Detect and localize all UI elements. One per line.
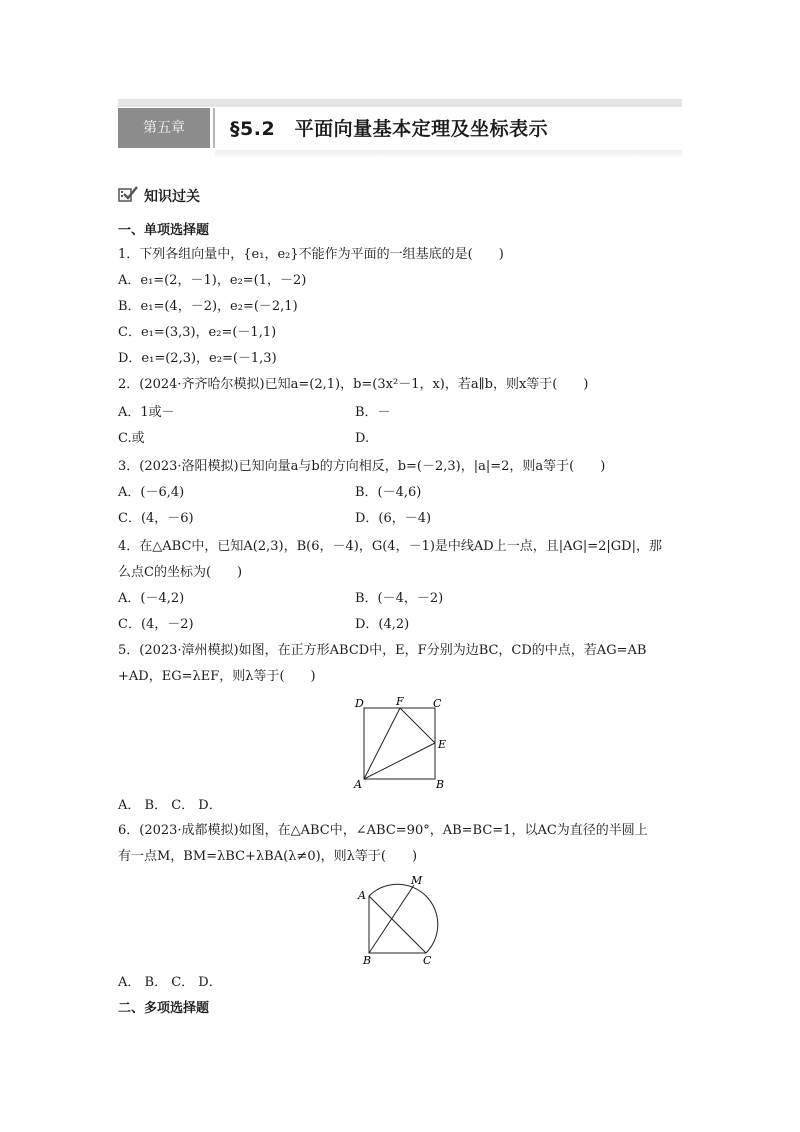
q4-option-b: B．(－4，－2)	[355, 591, 444, 606]
fig6-label-c: C	[423, 954, 432, 966]
q2-option-c: C.或	[118, 431, 145, 446]
q1-option-b: B．e₁=(4，－2)，e₂=(－2,1)	[118, 299, 298, 314]
q4-option-d: D．(4,2)	[355, 617, 410, 632]
q3-option-d: D．(6，－4)	[355, 511, 432, 526]
fig6-label-a: A	[358, 889, 366, 902]
q3-stem: 3．(2023·洛阳模拟)已知向量a与b的方向相反，b=(－2,3)，|a|=2，则a等于( )	[118, 459, 606, 474]
q2-option-b: B．－	[355, 405, 391, 420]
fig6-label-b: B	[363, 954, 372, 966]
q2-option-d: D.	[355, 431, 370, 446]
q1-option-c: C．e₁=(3,3)，e₂=(－1,1)	[118, 325, 277, 340]
q6-stem-line2: 有一点M，BM=λBC+λBA(λ≠0)，则λ等于( )	[118, 849, 418, 864]
q6-options: A． B． C． D．	[118, 975, 222, 990]
q4-stem-line2: 么点C的坐标为( )	[118, 565, 243, 580]
fig5-label-e: E	[438, 738, 447, 751]
section-multi-choice: 二、多项选择题	[118, 1001, 210, 1016]
fig5-label-d: D	[355, 697, 364, 710]
checklist-icon	[118, 186, 138, 206]
q1-option-d: D．e₁=(2,3)，e₂=(－1,3)	[118, 351, 277, 366]
chapter-label: 第五章	[118, 108, 210, 148]
header-separator	[213, 108, 215, 148]
knowledge-label: 知识过关	[144, 189, 200, 205]
q4-option-c: C．(4，－2)	[118, 617, 194, 632]
q5-stem-line2: +AD，EG=λEF，则λ等于( )	[118, 669, 316, 684]
q4-stem-line1: 4．在△ABC中，已知A(2,3)，B(6，－4)，G(4，－1)是中线AD上一点，且|AG|=2|GD|，那	[118, 539, 662, 554]
fig6-label-m: M	[411, 874, 423, 887]
q3-option-a: A．(－6,4)	[118, 485, 185, 500]
q5-options: A． B． C． D．	[118, 798, 222, 813]
fig5-label-b: B	[436, 778, 445, 791]
q5-stem-line1: 5．(2023·漳州模拟)如图，在正方形ABCD中，E，F分别为边BC，CD的中点，若AG=AB	[118, 643, 647, 658]
q3-option-b: B．(－4,6)	[355, 485, 422, 500]
q4-option-a: A．(－4,2)	[118, 591, 185, 606]
header-shadow	[215, 150, 682, 158]
square-abcd-figure	[350, 696, 450, 792]
q6-stem-line1: 6．(2023·成都模拟)如图，在△ABC中，∠ABC=90°，AB=BC=1，以AC为直径的半圆上	[118, 823, 648, 838]
q1-option-a: A．e₁=(2，－1)，e₂=(1，－2)	[118, 273, 307, 288]
fig5-label-a: A	[354, 778, 362, 791]
q3-option-c: C．(4，－6)	[118, 511, 194, 526]
section-single-choice: 一、单项选择题	[118, 223, 210, 238]
semicircle-abc-figure	[355, 874, 445, 966]
q1-stem: 1．下列各组向量中，{e₁，e₂}不能作为平面的一组基底的是( )	[118, 247, 504, 262]
header-band	[118, 99, 682, 107]
section-title: §5.2 平面向量基本定理及坐标表示	[230, 118, 549, 140]
knowledge-heading	[118, 186, 200, 206]
q2-stem: 2．(2024·齐齐哈尔模拟)已知a=(2,1)，b=(3x²－1，x)，若a∥b，则x等于( )	[118, 377, 589, 392]
fig5-label-c: C	[433, 697, 442, 710]
q2-option-a: A．1或－	[118, 405, 175, 420]
fig5-label-f: F	[396, 696, 404, 708]
